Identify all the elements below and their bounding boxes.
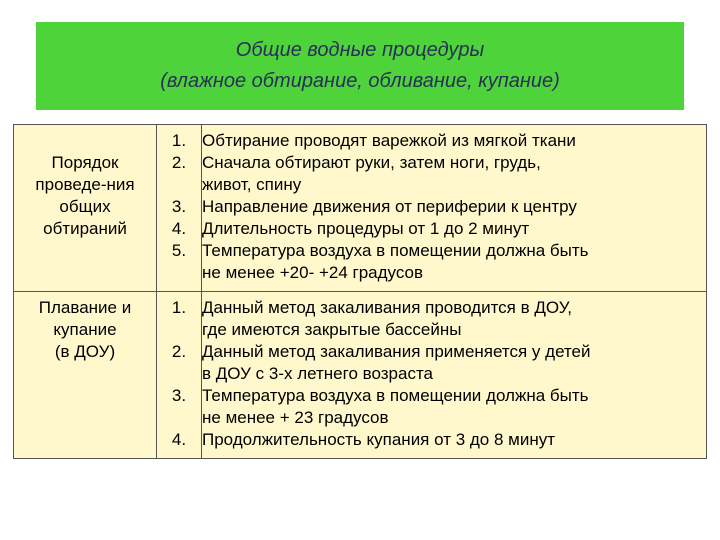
procedures-table-body [14,125,707,459]
item-texts [202,292,707,459]
item-text-line: где имеются закрытые бассейны [202,320,462,339]
section-label-line: общих [59,197,111,216]
section-label-line: Плавание и [38,298,132,317]
section-row [14,125,707,292]
item-number: 1. [171,131,187,150]
title-banner [36,22,684,110]
item-texts [202,125,707,292]
item-text-line: не менее +20- +24 градусов [202,263,424,282]
section-label-line: обтираний [43,219,127,238]
item-text-line: Обтирание проводят варежкой из мягкой ткани [202,131,576,150]
item-number: 5. [171,241,187,260]
item-number-blank [157,174,201,196]
item-text-line: Продолжительность купания от 3 до 8 минут [202,430,556,449]
item-text-line: Температура воздуха в помещении должна быть [202,386,589,405]
item-number-blank [157,407,201,429]
item-number: 2. [171,153,187,172]
title-line-2: (влажное обтирание, обливание, купание) [160,70,560,92]
section-label-line: Порядок [51,153,119,172]
item-number: 4. [171,430,187,449]
item-number-blank [157,319,201,341]
item-text-line: Данный метод закаливания проводится в ДОУ, [202,298,572,317]
item-number: 3. [171,386,187,405]
section-label-line: (в ДОУ) [54,342,116,361]
section-row [14,292,707,459]
item-text-line: Направление движения от периферии к центру [202,197,577,216]
item-text-line: живот, спину [202,175,302,194]
item-number-blank [157,363,201,385]
section-label-line: купание [53,320,117,339]
item-number-blank [157,262,201,284]
item-text-line: Сначала обтирают руки, затем ноги, грудь, [202,153,541,172]
item-numbers [157,292,202,459]
item-number: 2. [171,342,187,361]
item-text-line: в ДОУ с 3-х летнего возраста [202,364,434,383]
item-number: 4. [171,219,187,238]
item-number: 1. [171,298,187,317]
section-label [14,125,157,292]
section-label [14,292,157,459]
item-text-line: Данный метод закаливания применяется у детей [202,342,591,361]
item-number: 3. [171,197,187,216]
item-text-line: не менее + 23 градусов [202,408,389,427]
label-spacer [14,130,156,152]
procedures-table [13,124,707,459]
item-text-line: Температура воздуха в помещении должна быть [202,241,589,260]
title-line-1: Общие водные процедуры [235,39,485,61]
section-label-line: проведе-ния [35,175,135,194]
item-numbers [157,125,202,292]
item-text-line: Длительность процедуры от 1 до 2 минут [202,219,530,238]
